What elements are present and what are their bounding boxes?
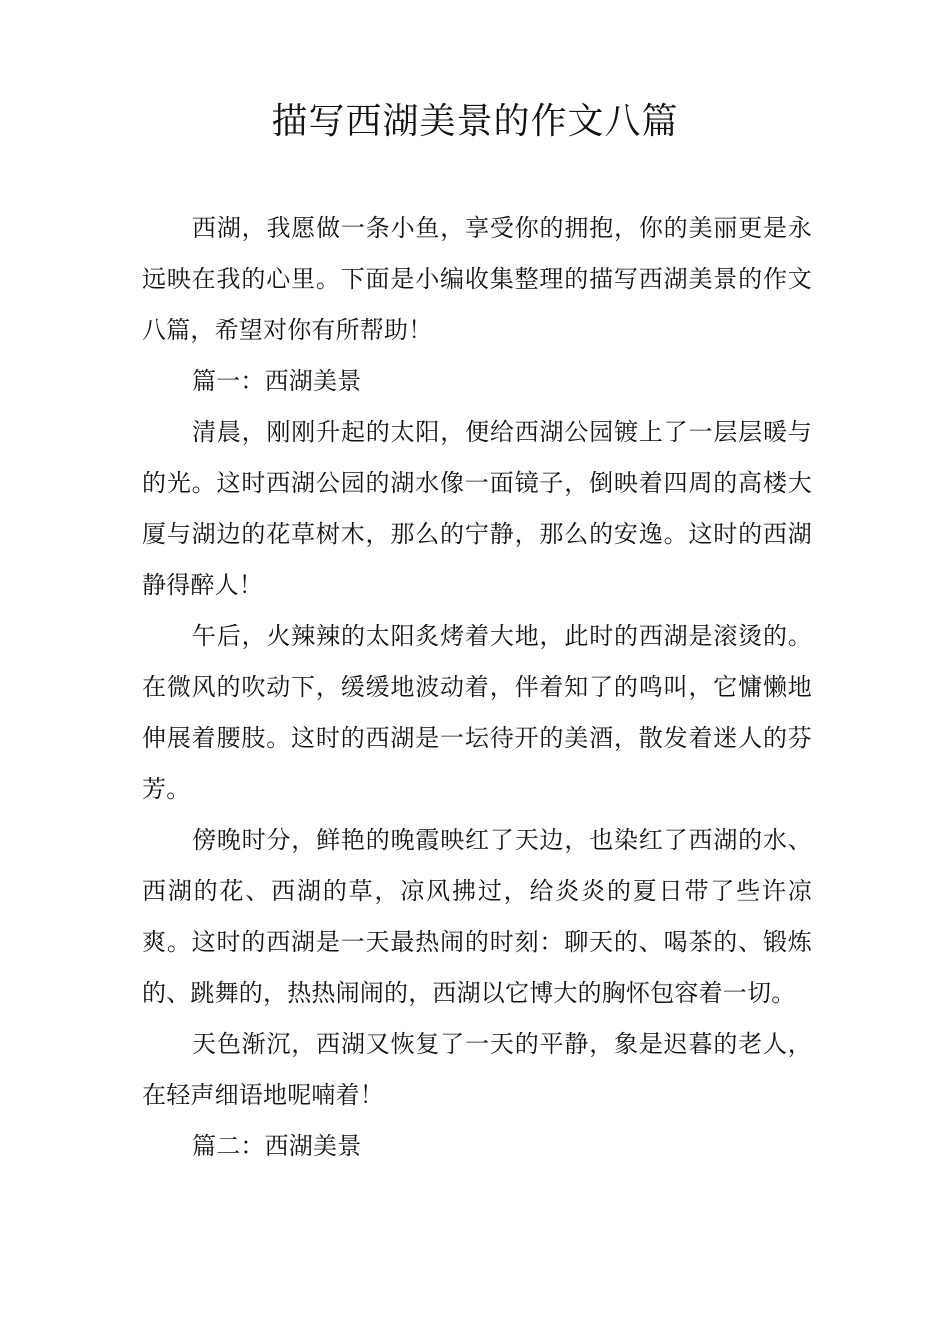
section-heading-1: 篇一：西湖美景 — [192, 367, 362, 395]
paragraph-morning: 清晨，刚刚升起的太阳，便给西湖公园镀上了一层层暖与的光。这时西湖公园的湖水像一面镜子，倒映着四周的高楼大厦与湖边的花草树木，那么的宁静，那么的安逸。这时的西湖静得醉人！ — [142, 418, 812, 599]
paragraph-night: 天色渐沉，西湖又恢复了一天的平静，象是迟暮的老人，在轻声细语地呢喃着！ — [142, 1030, 812, 1109]
paragraph-afternoon: 午后，火辣辣的太阳炙烤着大地，此时的西湖是滚烫的。在微风的吹动下，缓缓地波动着，伴着知了的鸣叫，它慵懒地伸展着腰肢。这时的西湖是一坛待开的美酒，散发着迷人的芬芳。 — [142, 622, 812, 803]
paragraph-evening: 傍晚时分，鲜艳的晚霞映红了天边，也染红了西湖的水、西湖的花、西湖的草，凉风拂过，给炎炎的夏日带了些许凉爽。这时的西湖是一天最热闹的时刻：聊天的、喝茶的、锻炼的、跳舞的，热热闹闹的，西湖以它博大的胸怀包容着一切。 — [142, 826, 812, 1007]
document-body — [142, 203, 812, 1172]
document-title: 描写西湖美景的作文八篇 — [271, 101, 679, 142]
section-heading-2: 篇二：西湖美景 — [192, 1132, 362, 1160]
intro-paragraph: 西湖，我愿做一条小鱼，享受你的拥抱，你的美丽更是永远映在我的心里。下面是小编收集整理的描写西湖美景的作文八篇，希望对你有所帮助！ — [142, 214, 812, 344]
